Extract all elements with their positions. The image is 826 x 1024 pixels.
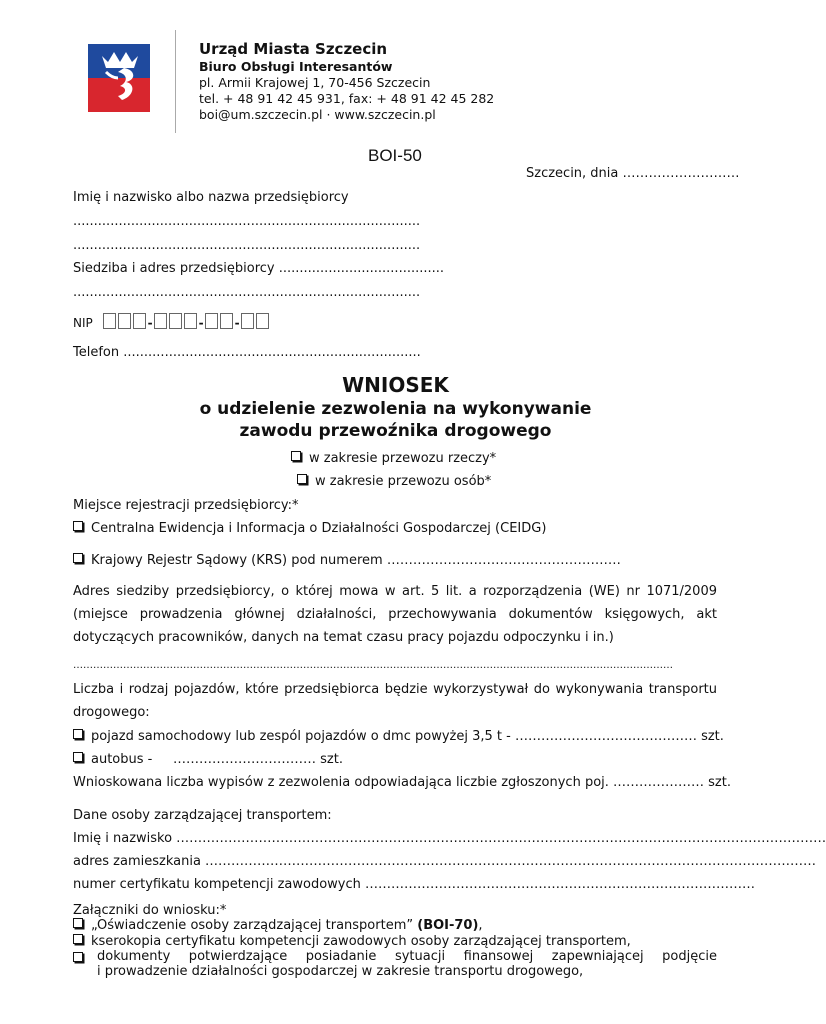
registration-option-krs[interactable]: Krajowy Rejestr Sądowy (KRS) pod numerem ………………………………………………: [73, 553, 621, 568]
applicant-name-line-1[interactable]: ....................................................................................: [73, 214, 421, 229]
checkbox-icon[interactable]: [73, 918, 83, 928]
seat-address-text-2: (miejsce prowadzenia głównej działalności, przechowywania dokumentów księgowych, akt: [73, 607, 717, 622]
vehicles-label-2: drogowego:: [73, 705, 150, 720]
registration-option-ceidg[interactable]: Centralna Ewidencja i Informacja o Działalności Gospodarczej (CEIDG): [73, 521, 546, 536]
place-date-field[interactable]: Szczecin, dnia ………………………: [526, 166, 740, 181]
applicant-name-label: Imię i nazwisko albo nazwa przedsiębiorcy: [73, 190, 349, 205]
document-subtitle-line-2: zawodu przewoźnika drogowego: [239, 421, 552, 441]
attachment-item-financial-cont: i prowadzenie działalności gospodarczej w zakresie transportu drogowego,: [97, 964, 584, 979]
checkbox-icon[interactable]: [73, 521, 83, 531]
manager-address-field[interactable]: adres zamieszkania ……………………………………………………………………………………………………………………………: [73, 854, 817, 869]
checkbox-icon[interactable]: [73, 752, 83, 762]
applicant-seat-field[interactable]: Siedziba i adres przedsiębiorcy ........................................: [73, 261, 445, 276]
attachments-label: Załączniki do wniosku:*: [73, 903, 227, 918]
attachment-item-certificate[interactable]: kserokopia certyfikatu kompetencji zawodowych osoby zarządzającej transportem,: [73, 934, 631, 949]
office-email-web: boi@um.szczecin.pl · www.szczecin.pl: [199, 107, 436, 122]
applicant-seat-line[interactable]: ....................................................................................: [73, 285, 421, 300]
scope-option-persons[interactable]: w zakresie przewozu osób*: [297, 474, 491, 489]
checkbox-icon[interactable]: [291, 451, 301, 461]
vehicle-option-bus[interactable]: autobus - …………………………… szt.: [73, 752, 343, 767]
nip-label: NIP: [73, 316, 93, 330]
attachment-item-financial[interactable]: dokumenty potwierdzające posiadanie sytuacji finansowej zapewniającej podjęcie: [73, 949, 717, 964]
extracts-count-field[interactable]: Wnioskowana liczba wypisów z zezwolenia odpowiadająca liczbie zgłoszonych poj. ………………… szt.: [73, 775, 731, 790]
vehicles-label-1: Liczba i rodzaj pojazdów, które przedsiębiorca będzie wykorzystywał do wykonywania transportu: [73, 682, 717, 697]
document-title: WNIOSEK: [342, 373, 449, 397]
manager-name-field[interactable]: Imię i nazwisko ……………………………………………………………………………………………………………………………………: [73, 831, 826, 846]
checkbox-icon[interactable]: [73, 553, 83, 563]
checkbox-icon[interactable]: [73, 729, 83, 739]
vehicle-option-truck[interactable]: pojazd samochodowy lub zespól pojazdów o dmc powyżej 3,5 t - …………………………………… szt.: [73, 729, 724, 744]
seat-address-text-3: dotyczących pracowników, danych na temat czasu pracy pojazdu odpoczynku i in.): [73, 630, 614, 645]
griffin-logo-icon: [88, 44, 150, 112]
form-code: BOI-50: [368, 146, 422, 165]
checkbox-icon[interactable]: [73, 952, 83, 962]
applicant-name-line-2[interactable]: ....................................................................................: [73, 238, 421, 253]
department-name: Biuro Obsługi Interesantów: [199, 59, 393, 74]
document-subtitle-line-1: o udzielenie zezwolenia na wykonywanie: [199, 399, 592, 419]
office-name: Urząd Miasta Szczecin: [199, 40, 388, 58]
manager-certificate-field[interactable]: numer certyfikatu kompetencji zawodowych ………………………………………………………………………………: [73, 877, 756, 892]
seat-address-text-1: Adres siedziby przedsiębiorcy, o której mowa w art. 5 lit. a rozporządzenia (WE) nr 1071/2009: [73, 584, 717, 599]
nip-field[interactable]: NIP - - -: [73, 313, 271, 330]
registration-label: Miejsce rejestracji przedsiębiorcy:*: [73, 498, 299, 513]
office-phone-fax: tel. + 48 91 42 45 931, fax: + 48 91 42 45 282: [199, 91, 495, 106]
seat-address-field[interactable]: ………………………………………………………………………………………………………………………………………………………………: [73, 660, 673, 671]
office-address: pl. Armii Krajowej 1, 70-456 Szczecin: [199, 75, 431, 90]
checkbox-icon[interactable]: [297, 474, 307, 484]
header-divider: [175, 30, 176, 133]
phone-field[interactable]: Telefon ........................................................................: [73, 345, 421, 360]
city-logo: [88, 44, 150, 112]
manager-label: Dane osoby zarządzającej transportem:: [73, 808, 332, 823]
checkbox-icon[interactable]: [73, 934, 83, 944]
scope-option-goods[interactable]: w zakresie przewozu rzeczy*: [291, 451, 496, 466]
attachment-item-boi70[interactable]: „Oświadczenie osoby zarządzającej transportem” (BOI-70),: [73, 918, 483, 933]
